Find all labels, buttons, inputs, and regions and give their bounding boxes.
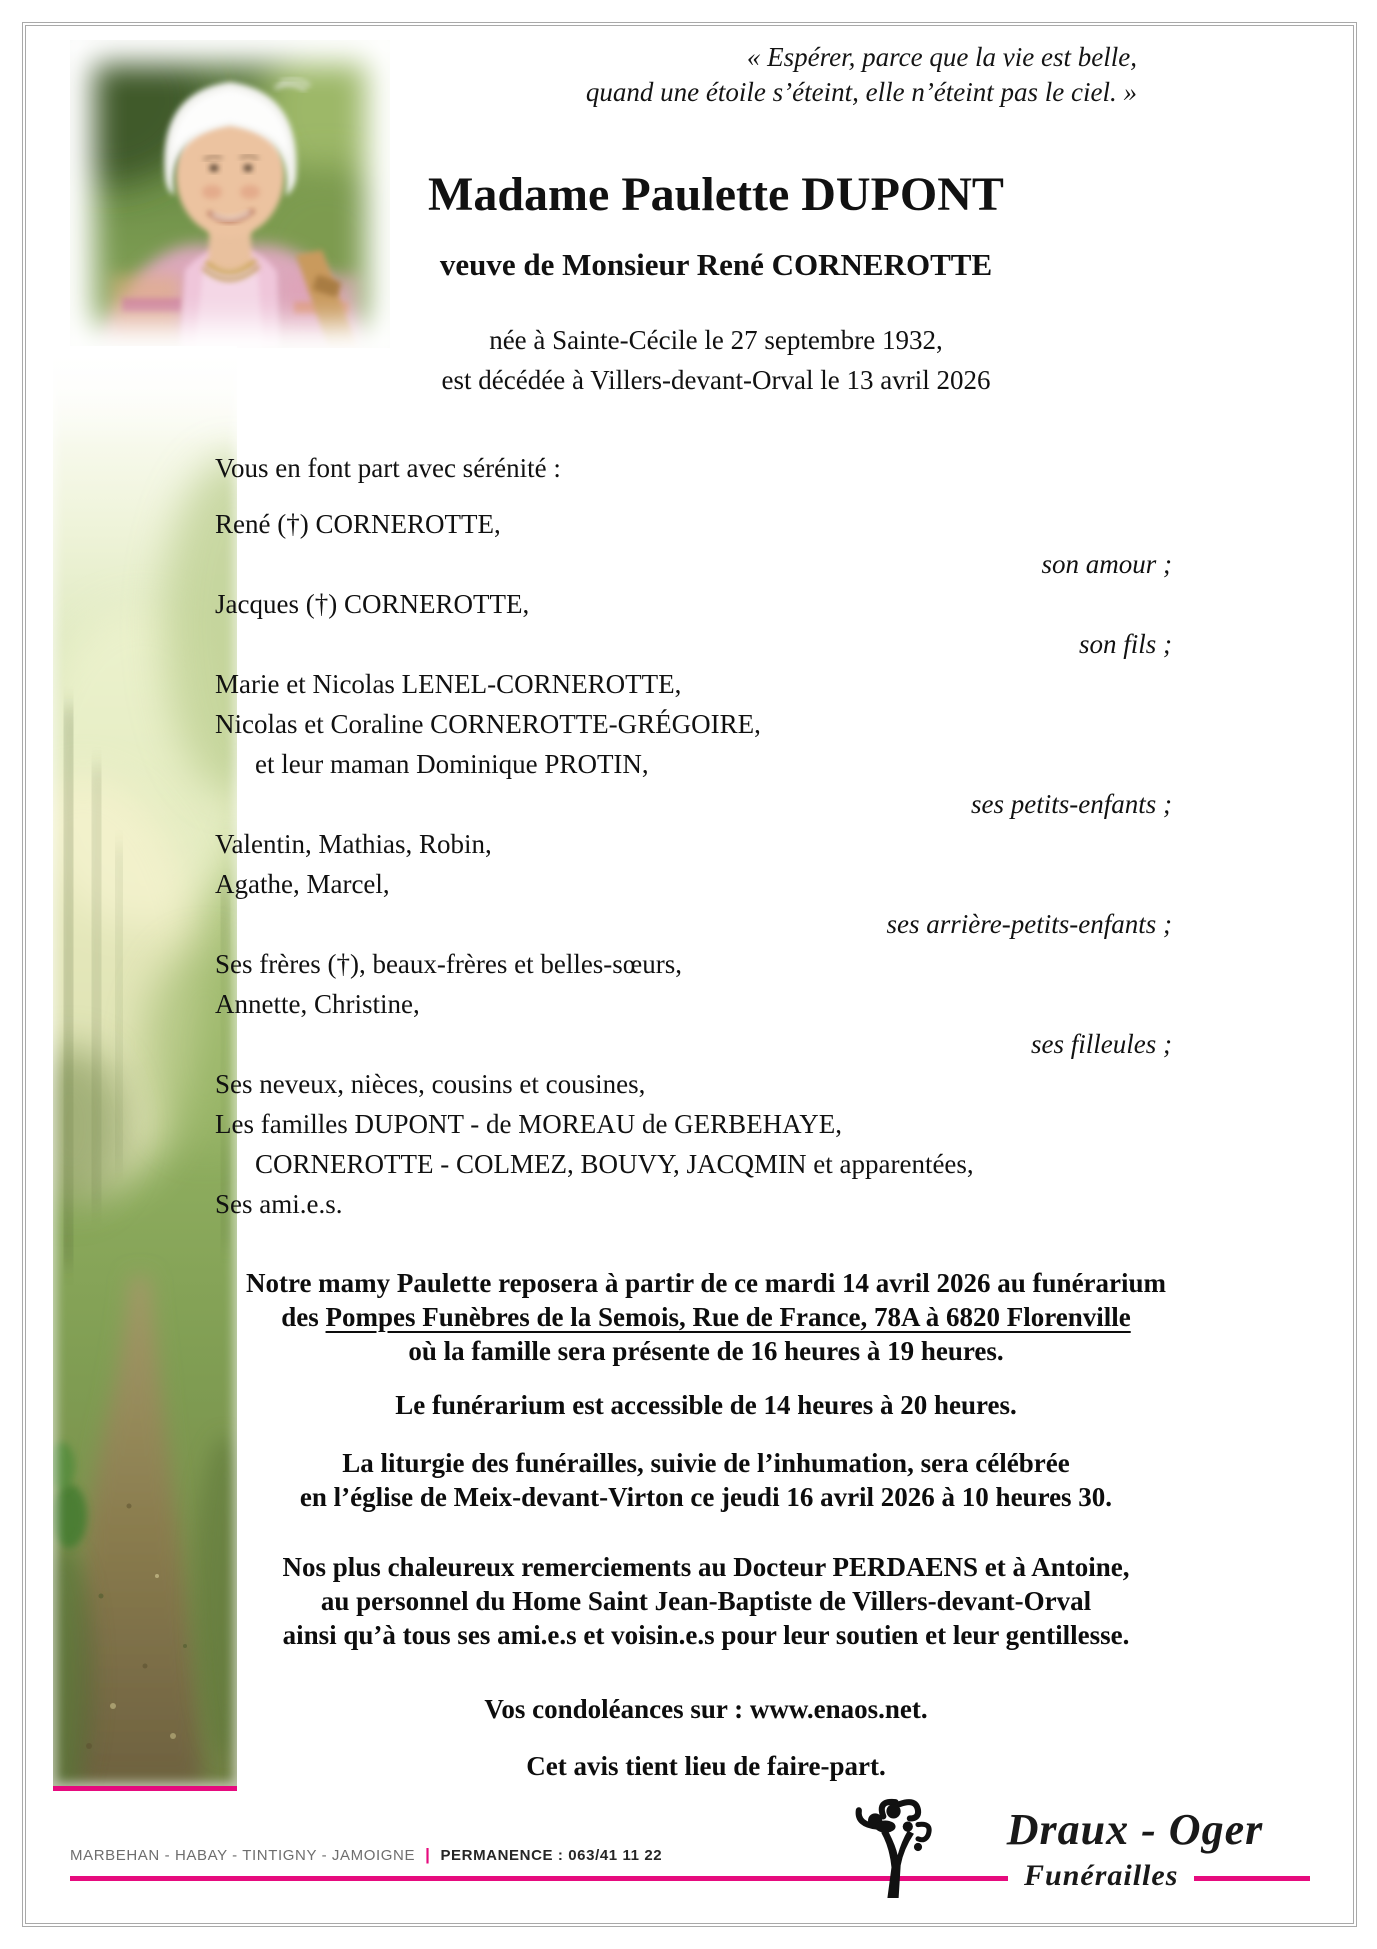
family-line: Jacques (†) CORNEROTTE, bbox=[215, 589, 530, 619]
family-line: Marie et Nicolas LENEL-CORNEROTTE, bbox=[215, 669, 682, 699]
deceased-name: Madame Paulette DUPONT bbox=[428, 168, 1004, 221]
funeral-home-logo-subtitle: Funérailles bbox=[1008, 1858, 1194, 1894]
thanks-line-3: ainsi qu’à tous ses ami.e.s et voisin.e.s pour leur soutien et leur gentillesse. bbox=[282, 1620, 1130, 1650]
funeral-home-logo-name: Draux - Oger bbox=[1006, 1805, 1264, 1854]
family-line: Ses neveux, nièces, cousins et cousines, bbox=[215, 1069, 646, 1099]
deceased-header bbox=[215, 168, 1217, 400]
family-line: Les familles DUPONT - de MOREAU de GERBEHAYE, bbox=[215, 1109, 842, 1139]
relation-line: ses petits-enfants ; bbox=[971, 789, 1172, 819]
funeral-home-info bbox=[70, 1845, 662, 1865]
widow-line: veuve de Monsieur René CORNEROTTE bbox=[439, 247, 993, 282]
forest-path-soft-edge bbox=[53, 346, 237, 1786]
family-line: Ses ami.e.s. bbox=[215, 1189, 343, 1219]
relation-line: son fils ; bbox=[1078, 629, 1172, 659]
tree-icon bbox=[845, 1796, 940, 1903]
family-line: René (†) CORNEROTTE, bbox=[215, 509, 501, 539]
thanks-line-1: Nos plus chaleureux remerciements au Docteur PERDAENS et à Antoine, bbox=[282, 1552, 1130, 1582]
life-dates bbox=[215, 320, 1217, 400]
family-line: Nicolas et Coraline CORNEROTTE-GRÉGOIRE, bbox=[215, 709, 761, 739]
condolences-line: Vos condoléances sur : www.enaos.net. bbox=[484, 1694, 928, 1724]
wake-line-2-prefix: des bbox=[281, 1302, 326, 1332]
wake-paragraph bbox=[215, 1266, 1197, 1368]
family-line: Agathe, Marcel, bbox=[215, 869, 390, 899]
wake-line-3: où la famille sera présente de 16 heures à 19 heures. bbox=[408, 1336, 1004, 1366]
permanence-phone: PERMANENCE : 063/41 11 22 bbox=[440, 1847, 663, 1864]
memorial-quote bbox=[400, 40, 1137, 110]
relation-line: ses arrière-petits-enfants ; bbox=[886, 909, 1172, 939]
footer-separator: | bbox=[425, 1845, 431, 1864]
quote-line-1: « Espérer, parce que la vie est belle, bbox=[746, 42, 1137, 72]
family-line: et leur maman Dominique PROTIN, bbox=[255, 749, 649, 779]
relation-line: son amour ; bbox=[1041, 549, 1172, 579]
quote-line-2: quand une étoile s’éteint, elle n’éteint pas le ciel. » bbox=[585, 77, 1137, 107]
family-line: CORNEROTTE - COLMEZ, BOUVY, JACQMIN et apparentées, bbox=[255, 1149, 974, 1179]
thanks-line-2: au personnel du Home Saint Jean-Baptiste de Villers-devant-Orval bbox=[320, 1586, 1092, 1616]
relation-line: ses filleules ; bbox=[1031, 1029, 1172, 1059]
thanks-paragraph bbox=[215, 1550, 1197, 1652]
family-announcement bbox=[215, 448, 1172, 1224]
birth-line: née à Sainte-Cécile le 27 septembre 1932, bbox=[489, 325, 943, 355]
liturgy-paragraph bbox=[215, 1446, 1197, 1514]
forest-path-photo bbox=[53, 346, 237, 1791]
family-line: Annette, Christine, bbox=[215, 989, 420, 1019]
ceremony-details bbox=[215, 1266, 1197, 1783]
notice-line: Cet avis tient lieu de faire-part. bbox=[526, 1751, 886, 1781]
wake-line-2 bbox=[215, 1300, 1197, 1334]
liturgy-line-1: La liturgie des funérailles, suivie de l’inhumation, sera célébrée bbox=[342, 1448, 1070, 1478]
funerarium-hours: Le funérarium est accessible de 14 heures à 20 heures. bbox=[395, 1390, 1017, 1420]
family-line: Ses frères (†), beaux-frères et belles-sœurs, bbox=[215, 949, 683, 979]
liturgy-line-2: en l’église de Meix-devant-Virton ce jeudi 16 avril 2026 à 10 heures 30. bbox=[299, 1482, 1113, 1512]
family-line: Valentin, Mathias, Robin, bbox=[215, 829, 492, 859]
funeral-home-locations: MARBEHAN - HABAY - TINTIGNY - JAMOIGNE bbox=[70, 1847, 416, 1864]
announcement-intro: Vous en font part avec sérénité : bbox=[215, 453, 561, 483]
wake-line-1: Notre mamy Paulette reposera à partir de ce mardi 14 avril 2026 au funérarium bbox=[245, 1268, 1167, 1298]
funeral-home-address: Pompes Funèbres de la Semois, Rue de France, 78A à 6820 Florenville bbox=[325, 1302, 1131, 1332]
death-line: est décédée à Villers-devant-Orval le 13 avril 2026 bbox=[441, 365, 991, 395]
